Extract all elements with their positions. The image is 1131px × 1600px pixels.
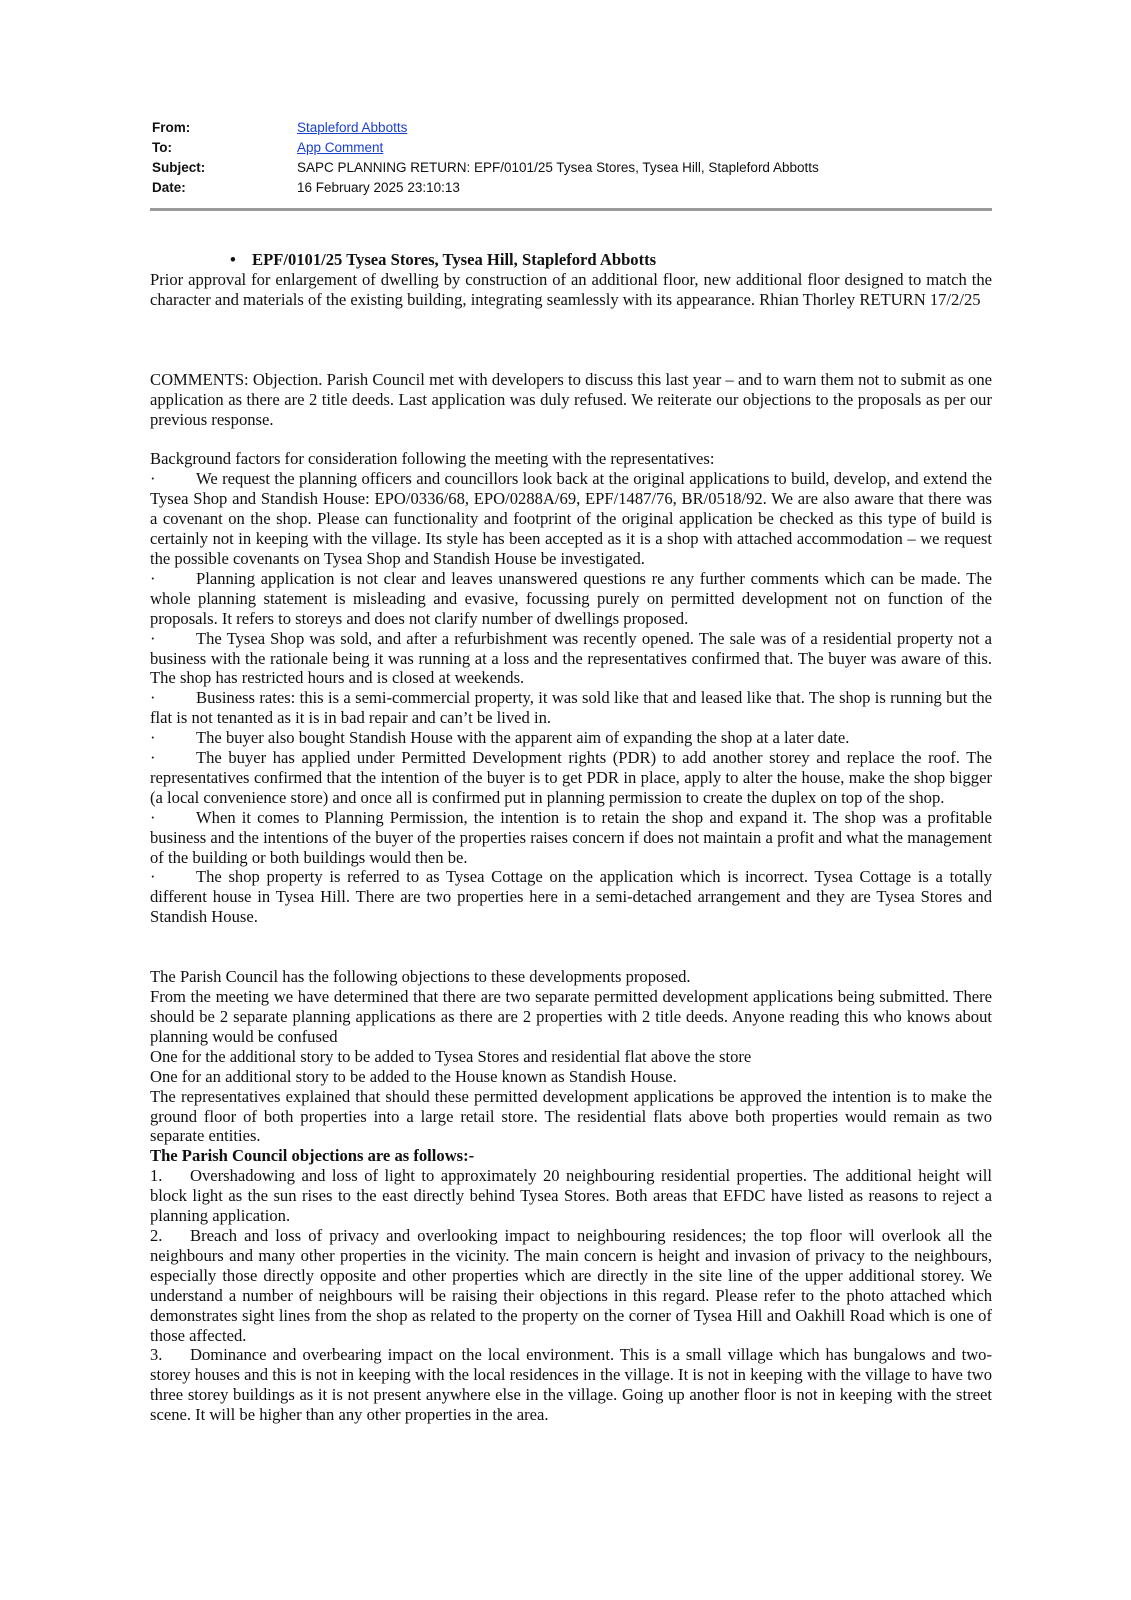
stores-application-line: One for the additional story to be added to Tysea Stores and residential flat above the store [150,1046,752,1066]
objection-item: 2. Breach and loss of privacy and overlooking impact to neighbouring residences; the top floor will overlook all the neighbours and many other properties in the vicinity. The main concern is height and invasion of privacy to the neighbours, especially those directly opposite and other properties which are directly in the site line of the upper additional storey. We understand a number of neighbours will be raising their objections in this regard. Please refer to the photo attached which demonstrates sight lines from the shop as related to the property on the corner of Tysea Hill and Oakhill Road which is one of those affected. [150,1225,992,1345]
list-marker: · [150,748,156,768]
list-marker: · [150,728,156,748]
objection-item: 3. Dominance and overbearing impact on the local environment. This is a small village which has bungalows and two-storey houses and this is not in keeping with the local residences in the village. It is not in keeping with the village to have two three storey buildings as it is not present anywhere else in the village. Going up another floor is not in keeping with the street scene. It will be higher than any other properties in the area. [150,1345,992,1425]
meeting-paragraph: From the meeting we have determined that there are two separate permitted development applications being submitted. There should be 2 separate planning applications as there are 2 properties with 2 title deeds. Anyone reading this who knows about planning would be confused [150,987,992,1046]
date-label: Date: [152,179,186,195]
background-item: · The shop property is referred to as Tysea Cottage on the application which is incorrect. Tysea Cottage is a totally different house in Tysea Hill. There are two properties here in a semi-detached arrangement and they are Tysea Stores and Standish House. [150,867,992,927]
date-value: 16 February 2025 23:10:13 [297,179,460,195]
background-item: · The buyer also bought Standish House with the apparent aim of expanding the shop at a later date. [150,728,850,748]
background-item: · Planning application is not clear and leaves unanswered questions re any further comments which can be made. The whole planning statement is misleading and evasive, focussing purely on permitted development not on function of the proposals. It refers to storeys and does not clarify number of dwellings proposed. [150,568,992,628]
objection-item: 1. Overshadowing and loss of light to approximately 20 neighbouring residential properties. The additional height will block light as the sun rises to the east directly behind Tysea Stores. Both areas that EFDC have listed as reasons to reject a planning application. [150,1166,992,1226]
list-marker: · [150,469,156,489]
from-label: From: [152,119,191,135]
bullet-icon: • [230,250,236,269]
background-item: · When it comes to Planning Permission, the intention is to retain the shop and expand it. The shop was a profitable business and the intentions of the buyer of the properties raises concern if does not maintain a profit and what the management of the building or both buildings would then be. [150,807,992,867]
email-header [152,117,992,197]
to-link[interactable]: App Comment [297,139,384,155]
to-row [152,137,992,157]
background-item: · The buyer has applied under Permitted Development rights (PDR) to add another storey and replace the roof. The representatives confirmed that the intention of the buyer is to get PDR in place, apply to alter the house, make the shop bigger (a local convenience store) and once all is confirmed put in planning permission to create the duplex on top of the shop. [150,748,992,807]
background-item: · Business rates: this is a semi-commercial property, it was sold like that and leased like that. The shop is running but the flat is not tenanted as it is in bad repair and can’t be lived in. [150,688,992,728]
list-marker: · [150,568,156,588]
background-heading: Background factors for consideration following the meeting with the representatives: [150,449,715,469]
application-title: • EPF/0101/25 Tysea Stores, Tysea Hill, Stapleford Abbotts [230,250,657,269]
list-marker: · [150,807,156,827]
subject-label: Subject: [152,159,206,175]
application-description: Prior approval for enlargement of dwelling by construction of an additional floor, new additional floor designed to match the character and materials of the existing building, integrating seamlessly with its appearance. Rhian Thorley RETURN 17/2/25 [150,269,992,309]
subject-row [152,157,992,177]
subject-value: SAPC PLANNING RETURN: EPF/0101/25 Tysea Stores, Tysea Hill, Stapleford Abbotts [297,159,819,175]
objections-list [150,1166,992,1425]
from-row [152,117,992,137]
objection-number: 3. [150,1345,163,1365]
date-row [152,177,992,197]
objection-number: 2. [150,1225,163,1245]
email-body [150,250,992,1425]
house-application-line: One for an additional story to be added to the House known as Standish House. [150,1066,677,1086]
to-label: To: [152,139,172,155]
list-marker: · [150,867,156,887]
objection-number: 1. [150,1166,163,1186]
background-item: · We request the planning officers and councillors look back at the original applications to build, develop, and extend the Tysea Shop and Standish House: EPO/0336/68, EPO/0288A/69, EPF/1487/76, BR/0518/92. We are also aware that there was a covenant on the shop. Please can functionality and footprint of the original application be checked as this type of build is certainly not in keeping with the village. Its style has been accepted as it is a shop with attached accommodation – we request the possible covenants on Tysea Shop and Standish House be investigated. [150,469,992,568]
comments-paragraph: COMMENTS: Objection. Parish Council met with developers to discuss this last year – and to warn them not to submit as one application as there are 2 title deeds. Last application was duly refused. We reiterate our objections to the proposals as per our previous response. [150,369,992,429]
list-marker: · [150,688,156,708]
objections-heading: The Parish Council objections are as follows:- [150,1146,475,1166]
background-list [150,469,992,927]
list-marker: · [150,628,156,648]
header-divider [150,208,992,211]
from-link[interactable]: Stapleford Abbotts [297,119,408,135]
background-item: · The Tysea Shop was sold, and after a refurbishment was recently opened. The sale was of a residential property not a business with the rationale being it was running at a loss and the representatives confirmed that. The buyer was aware of this. The shop has restricted hours and is closed at weekends. [150,628,992,688]
representatives-paragraph: The representatives explained that should these permitted development applications be approved the intention is to make the ground floor of both properties into a large retail store. The residential flats above both properties would remain as two separate entities. [150,1086,992,1146]
objections-intro: The Parish Council has the following objections to these developments proposed. [150,967,691,987]
